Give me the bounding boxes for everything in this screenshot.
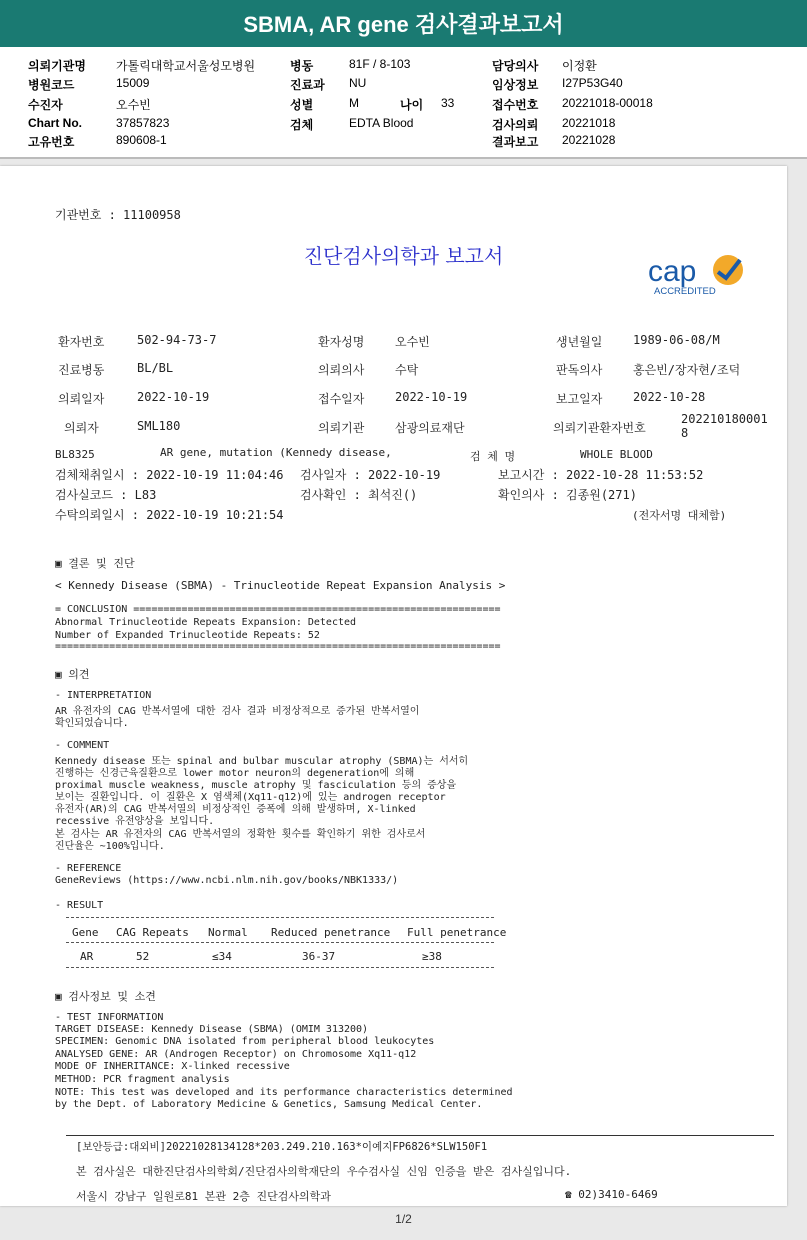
result-header: Gene xyxy=(72,926,99,939)
patient-label: 생년월일 xyxy=(556,335,603,349)
info-cell: 보고시간 : 2022-10-28 11:53:52 xyxy=(498,468,704,482)
hdr-label: 접수번호 xyxy=(492,98,539,112)
section-opinion-title: ▣ 의견 xyxy=(55,668,90,681)
text-line: 진단율은 ~100%입니다. xyxy=(55,841,165,852)
hdr-value: 20221018-00018 xyxy=(562,96,653,110)
result-table-top-rule xyxy=(66,917,494,918)
hdr-label: 검사의뢰 xyxy=(492,118,539,132)
patient-value: 홍은빈/장자현/조덕 xyxy=(633,363,741,377)
patient-value: 오수빈 xyxy=(395,335,430,349)
patient-label: 환자번호 xyxy=(58,335,105,349)
hdr-value: 가톨릭대학교서울성모병원 xyxy=(116,59,256,73)
hdr-value: I27P53G40 xyxy=(562,76,623,90)
result-header: CAG Repeats xyxy=(116,926,189,939)
test-code: BL8325 xyxy=(55,448,95,461)
text-line: - COMMENT xyxy=(55,740,110,751)
hdr-value: 15009 xyxy=(116,76,150,90)
text-line: - TEST INFORMATION xyxy=(55,1012,164,1023)
hdr-value: 33 xyxy=(441,96,455,110)
hdr-label: 임상정보 xyxy=(492,78,539,92)
info-cell: 검사실코드 : L83 xyxy=(55,488,157,502)
hdr-value: M xyxy=(349,96,359,110)
hdr-label: Chart No. xyxy=(28,116,82,130)
conclusion-line: ========================================================================== xyxy=(55,641,501,652)
hdr-value: EDTA Blood xyxy=(349,116,414,130)
conclusion-line: = CONCLUSION ============================================================= xyxy=(55,604,501,615)
address-text: 서울시 강남구 일원로81 본관 2층 진단검사의학과 xyxy=(76,1190,331,1203)
info-cell: 검체채취일시 : 2022-10-19 11:04:46 xyxy=(55,468,284,482)
result-title: - RESULT xyxy=(55,900,104,911)
patient-value: 삼광의료재단 xyxy=(395,421,465,435)
patient-value: 2022-10-28 xyxy=(633,390,706,404)
text-line: - REFERENCE xyxy=(55,863,122,874)
text-line: 확인되었습니다. xyxy=(55,718,129,729)
patient-label: 접수일자 xyxy=(318,392,365,406)
security-line: [보안등급:대외비]20221028134128*203.249.210.163*이예지FP6826*SLW150F1 xyxy=(76,1141,488,1153)
hdr-value: 20221028 xyxy=(562,133,616,147)
header-divider xyxy=(0,157,807,159)
result-table-bottom-rule xyxy=(66,967,494,968)
text-line: by the Dept. of Laboratory Medicine & Genetics, Samsung Medical Center. xyxy=(55,1099,483,1110)
hdr-label: 병동 xyxy=(290,59,314,73)
result-header: Full penetrance xyxy=(407,926,507,939)
patient-label: 의뢰의사 xyxy=(318,363,365,377)
patient-label: 판독의사 xyxy=(556,363,603,377)
hdr-label: 병원코드 xyxy=(28,78,75,92)
patient-value: 8 xyxy=(681,426,689,440)
patient-label: 환자성명 xyxy=(318,335,365,349)
hdr-value: 37857823 xyxy=(116,116,170,130)
info-cell: 수탁의뢰일시 : 2022-10-19 10:21:54 xyxy=(55,508,284,522)
specimen-label: 검 체 명 xyxy=(470,450,516,463)
result-cell: 52 xyxy=(136,950,150,963)
report-title-bar xyxy=(0,0,807,47)
text-line: - INTERPRETATION xyxy=(55,690,152,701)
hdr-label: 성별 xyxy=(290,98,314,112)
hdr-label: 나이 xyxy=(400,98,424,112)
hdr-label: 담당의사 xyxy=(492,59,539,73)
hdr-label: 의뢰기관명 xyxy=(28,59,86,73)
info-cell: 검사일자 : 2022-10-19 xyxy=(300,468,441,482)
conclusion-line: Abnormal Trinucleotide Repeats Expansion: Detected xyxy=(55,617,357,628)
specimen-value: WHOLE BLOOD xyxy=(580,448,653,461)
result-cell: ≥38 xyxy=(422,950,442,963)
text-line: TARGET DISEASE: Kennedy Disease (SBMA) (OMIM 313200) xyxy=(55,1024,369,1035)
report-heading: 진단검사의학과 보고서 xyxy=(303,244,504,268)
hdr-label: 결과보고 xyxy=(492,135,539,149)
hdr-value: 20221018 xyxy=(562,116,616,130)
text-line: MODE OF INHERITANCE: X-linked recessive xyxy=(55,1061,290,1072)
patient-label: 보고일자 xyxy=(556,392,603,406)
certification-text: 본 검사실은 대한진단검사의학회/진단검사의학재단의 우수검사실 신임 인증을 받은 검사실입니다. xyxy=(76,1165,572,1178)
section-testinfo-title: ▣ 검사정보 및 소견 xyxy=(55,990,156,1003)
hdr-value: 890608-1 xyxy=(116,133,167,147)
text-line: ANALYSED GENE: AR (Androgen Receptor) on Chromosome Xq11-q12 xyxy=(55,1049,417,1060)
text-line: proximal muscle weakness, muscle atrophy 및 fasciculation 등의 증상을 xyxy=(55,780,457,791)
text-line: METHOD: PCR fragment analysis xyxy=(55,1074,230,1085)
cap-accredited-logo xyxy=(646,250,756,296)
text-line: Kennedy disease 또는 spinal and bulbar muscular atrophy (SBMA)는 서서히 xyxy=(55,756,469,767)
hdr-label: 검체 xyxy=(290,118,314,132)
text-line: 보이는 질환입니다. 이 질환은 X 염색체(Xq11-q12)에 있는 androgen receptor xyxy=(55,792,446,803)
patient-label: 의뢰기관환자번호 xyxy=(553,421,646,435)
text-line: AR 유전자의 CAG 반복서열에 대한 검사 결과 비정상적으로 증가된 반복서열이 xyxy=(55,706,420,717)
hdr-label: 수진자 xyxy=(28,98,63,112)
patient-label: 의뢰자 xyxy=(64,421,99,435)
text-line: 진행하는 신경근육질환으로 lower motor neuron의 degeneration에 의해 xyxy=(55,768,415,779)
hdr-value: NU xyxy=(349,76,367,90)
hdr-label: 진료과 xyxy=(290,78,325,92)
section-conclusion-subtitle: < Kennedy Disease (SBMA) - Trinucleotide Repeat Expansion Analysis > xyxy=(55,579,506,592)
hdr-value: 81F / 8-103 xyxy=(349,57,411,71)
result-cell: ≤34 xyxy=(212,950,232,963)
patient-label: 의뢰일자 xyxy=(58,392,105,406)
section-conclusion-title: ▣ 결론 및 진단 xyxy=(55,557,135,570)
patient-label: 진료병동 xyxy=(58,363,105,377)
institution-number: 기관번호 : 11100958 xyxy=(55,208,181,222)
phone-text: ☎ 02)3410-6469 xyxy=(565,1188,658,1201)
hdr-value: 이정환 xyxy=(562,59,597,73)
conclusion-line: Number of Expanded Trinucleotide Repeats: 52 xyxy=(55,630,320,641)
text-line: GeneReviews (https://www.ncbi.nlm.nih.gov/books/NBK1333/) xyxy=(55,875,399,886)
patient-value: BL/BL xyxy=(137,361,174,375)
header-info xyxy=(0,47,807,157)
patient-value: 수탁 xyxy=(395,363,419,377)
footer-divider xyxy=(66,1135,774,1136)
result-cell: 36-37 xyxy=(302,950,336,963)
patient-value: 2022-10-19 xyxy=(395,390,468,404)
patient-value: 2022-10-19 xyxy=(137,390,210,404)
cap-text: cap xyxy=(648,255,697,288)
info-cell: 검사확인 : 최석진() xyxy=(300,488,418,502)
text-line: 유전자(AR)의 CAG 반복서열의 비정상적인 증폭에 의해 발생하며, X-linked xyxy=(55,804,416,815)
hdr-label: 고유번호 xyxy=(28,135,75,149)
result-header: Reduced penetrance xyxy=(271,926,391,939)
test-name: AR gene, mutation (Kennedy disease, xyxy=(160,446,392,459)
cap-accredited-text: ACCREDITED xyxy=(654,286,716,296)
patient-value: 1989-06-08/M xyxy=(633,333,720,347)
signature-note: (전자서명 대체함) xyxy=(632,509,727,522)
result-table-mid-rule xyxy=(66,942,494,943)
patient-value: 502-94-73-7 xyxy=(137,333,217,347)
page-number: 1/2 xyxy=(395,1212,412,1226)
text-line: SPECIMEN: Genomic DNA isolated from peripheral blood leukocytes xyxy=(55,1036,435,1047)
info-cell: 확인의사 : 김종원(271) xyxy=(498,488,637,502)
result-cell: AR xyxy=(80,950,94,963)
patient-value: SML180 xyxy=(137,419,181,433)
text-line: 본 검사는 AR 유전자의 CAG 반복서열의 정확한 횟수를 확인하기 위한 검사로서 xyxy=(55,829,426,840)
text-line: recessive 유전양상을 보입니다. xyxy=(55,816,215,827)
result-header: Normal xyxy=(208,926,248,939)
text-line: NOTE: This test was developed and its performance characteristics determined xyxy=(55,1087,513,1098)
patient-label: 의뢰기관 xyxy=(318,421,365,435)
patient-value: 202210180001 xyxy=(681,412,768,426)
report-title: SBMA, AR gene 검사결과보고서 xyxy=(243,12,564,37)
hdr-value: 오수빈 xyxy=(116,98,151,112)
